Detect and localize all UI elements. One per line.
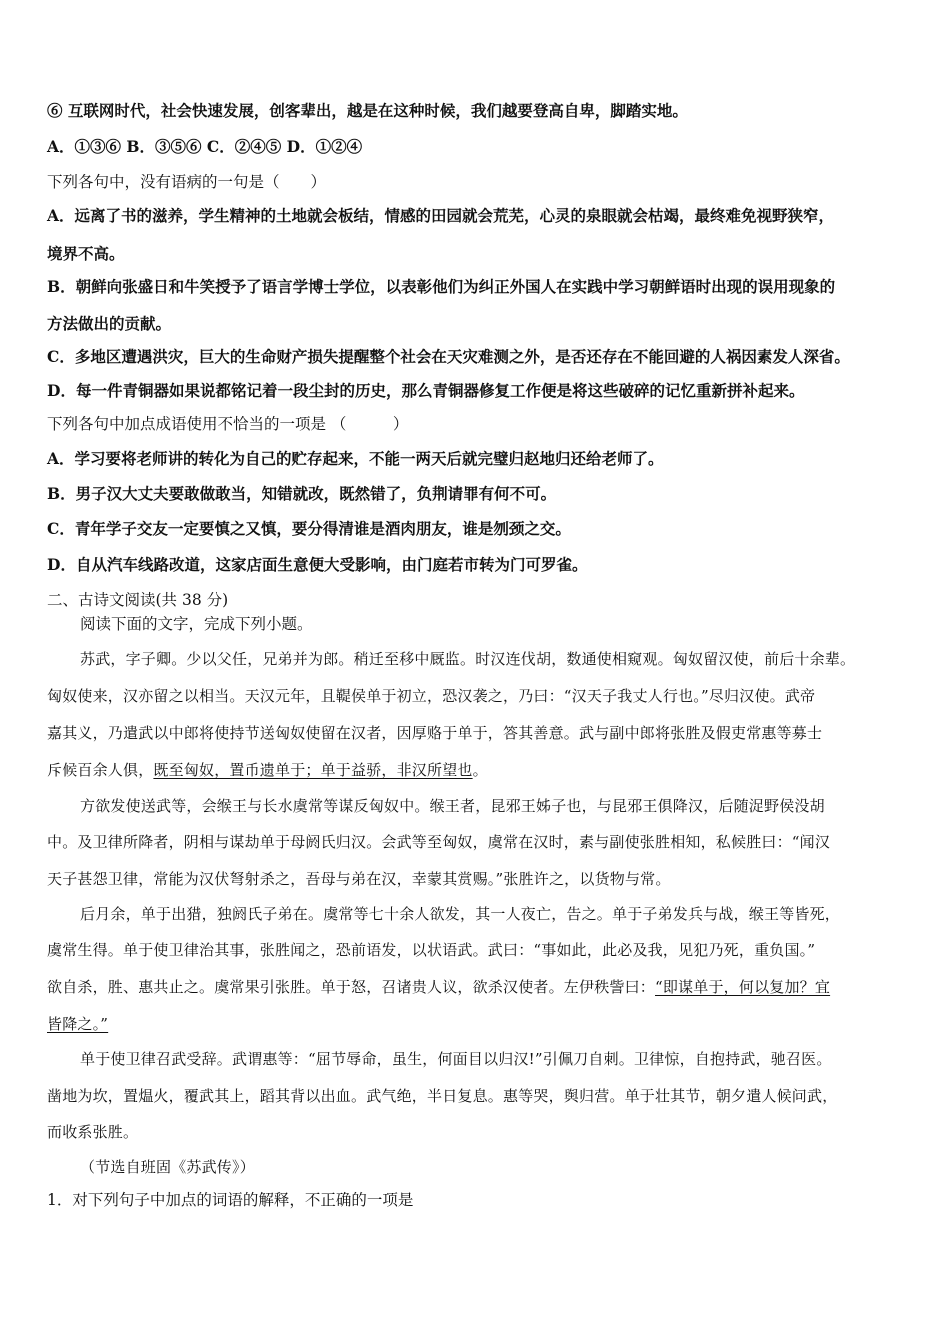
option-item-6: ⑥ 互联网时代，社会快速发展，创客辈出，越是在这种时候，我们越要登高自卑，脚踏实地。 — [47, 101, 688, 120]
passage-line — [47, 977, 830, 997]
passage-line: 中。及卫律所降者，阴相与谋劫单于母阏氏归汉。会武等至匈奴，虞常在汉时，素与副使张胜相知，私候胜曰：“闻汉 — [47, 833, 831, 851]
passage-line: 凿地为坎，置煴火，覆武其上，蹈其背以出血。武气绝，半日复息。惠等哭，舆归营。单于壮其节，朝夕遣人候问武， — [47, 1087, 838, 1105]
idiom-question-stem: 下列各句中加点成语使用不恰当的一项是 （ ） — [47, 415, 409, 433]
passage-line: 单于使卫律召武受辞。武谓惠等：“屈节辱命，虽生，何面目以归汉!”引佩刀自刺。卫律惊，自抱持武，驰召医。 — [80, 1050, 832, 1068]
grammar-option-c: C．多地区遭遇洪灾，巨大的生命财产损失提醒整个社会在天灾难测之外，是否还存在不能回避的人祸因素发人深省。 — [47, 347, 850, 366]
passage-line: 后月余，单于出猎，独阏氏子弟在。虞常等七十余人欲发，其一人夜亡，告之。单于子弟发兵与战，缑王等皆死， — [80, 905, 841, 923]
grammar-question-stem: 下列各句中，没有语病的一句是（ ） — [47, 173, 327, 191]
grammar-option-d: D．每一件青铜器如果说都铭记着一段尘封的历史，那么青铜器修复工作便是将这些破碎的记忆重新拼补起来。 — [47, 381, 805, 400]
grammar-option-b-cont: 方法做出的贡献。 — [47, 314, 172, 333]
passage-line: 嘉其义，乃遣武以中郎将使持节送匈奴使留在汉者，因厚赂于单于，答其善意。武与副中郎将张胜及假吏常惠等募士 — [47, 724, 823, 742]
underlined-sentence: “即谋单于，何以复加？宜 — [655, 978, 831, 996]
idiom-option-d: D．自从汽车线路改道，这家店面生意便大受影响，由门庭若市转为门可罗雀。 — [47, 555, 588, 574]
passage-line: 而收系张胜。 — [47, 1123, 139, 1141]
passage-text: 欲自杀，胜、惠共止之。虞常果引张胜。单于怒，召诸贵人议，欲杀汉使者。左伊秩訾曰： — [47, 978, 656, 996]
question-1-stem: 1．对下列句子中加点的词语的解释，不正确的一项是 — [47, 1191, 414, 1209]
idiom-option-b: B．男子汉大丈夫要敢做敢当，知错就改，既然错了，负荆请罪有何不可。 — [47, 484, 557, 503]
answer-options: A．①③⑥ B．③⑤⑥ C．②④⑤ D．①②④ — [47, 137, 363, 156]
passage-line: 虞常生得。单于使卫律治其事，张胜闻之，恐前语发，以状语武。武曰：“事如此，此必及我，见犯乃死，重负国。” — [47, 941, 816, 959]
passage-line: 苏武，字子卿。少以父任，兄弟并为郎。稍迁至移中厩监。时汉连伐胡，数通使相窥观。匈奴留汉使，前后十余辈。 — [80, 650, 856, 668]
passage-line — [47, 1014, 108, 1034]
reading-instruction: 阅读下面的文字，完成下列小题。 — [80, 615, 313, 633]
passage-line: 匈奴使来，汉亦留之以相当。天汉元年，且鞮侯单于初立，恐汉袭之，乃曰：“汉天子我丈人行也。”尽归汉使。武帝 — [47, 687, 816, 705]
passage-line: 方欲发使送武等，会缑王与长水虞常等谋反匈奴中。缑王者，昆邪王姊子也，与昆邪王俱降汉，后随浞野侯没胡 — [80, 797, 825, 815]
grammar-option-b: B．朝鲜向张盛日和牛笑授予了语言学博士学位，以表彰他们为纠正外国人在实践中学习朝鲜语时出现的误用现象的 — [47, 277, 836, 296]
passage-text: 。 — [472, 761, 488, 779]
idiom-option-c: C．青年学子交友一定要慎之又慎，要分得清谁是酒肉朋友，谁是刎颈之交。 — [47, 519, 571, 538]
passage-line: 天子甚怨卫律，常能为汉伏弩射杀之，吾母与弟在汉，幸蒙其赏赐。”张胜许之，以货物与常。 — [47, 870, 671, 888]
grammar-option-a-cont: 境界不高。 — [47, 244, 125, 263]
passage-source: （节选自班固《苏武传》） — [80, 1158, 255, 1176]
idiom-option-a: A．学习要将老师讲的转化为自己的贮存起来，不能一两天后就完璧归赵地归还给老师了。 — [47, 449, 664, 468]
section-heading: 二、古诗文阅读(共 38 分) — [47, 591, 229, 609]
passage-line — [47, 760, 488, 780]
underlined-sentence: 既至匈奴，置币遗单于；单于益骄，非汉所望也 — [153, 761, 473, 779]
underlined-sentence-cont: 皆降之。” — [47, 1015, 109, 1033]
passage-text: 斥候百余人俱， — [47, 761, 154, 779]
grammar-option-a: A．远离了书的滋养，学生精神的土地就会板结，情感的田园就会荒芜，心灵的泉眼就会枯竭，最终难免视野狭窄， — [47, 206, 835, 225]
